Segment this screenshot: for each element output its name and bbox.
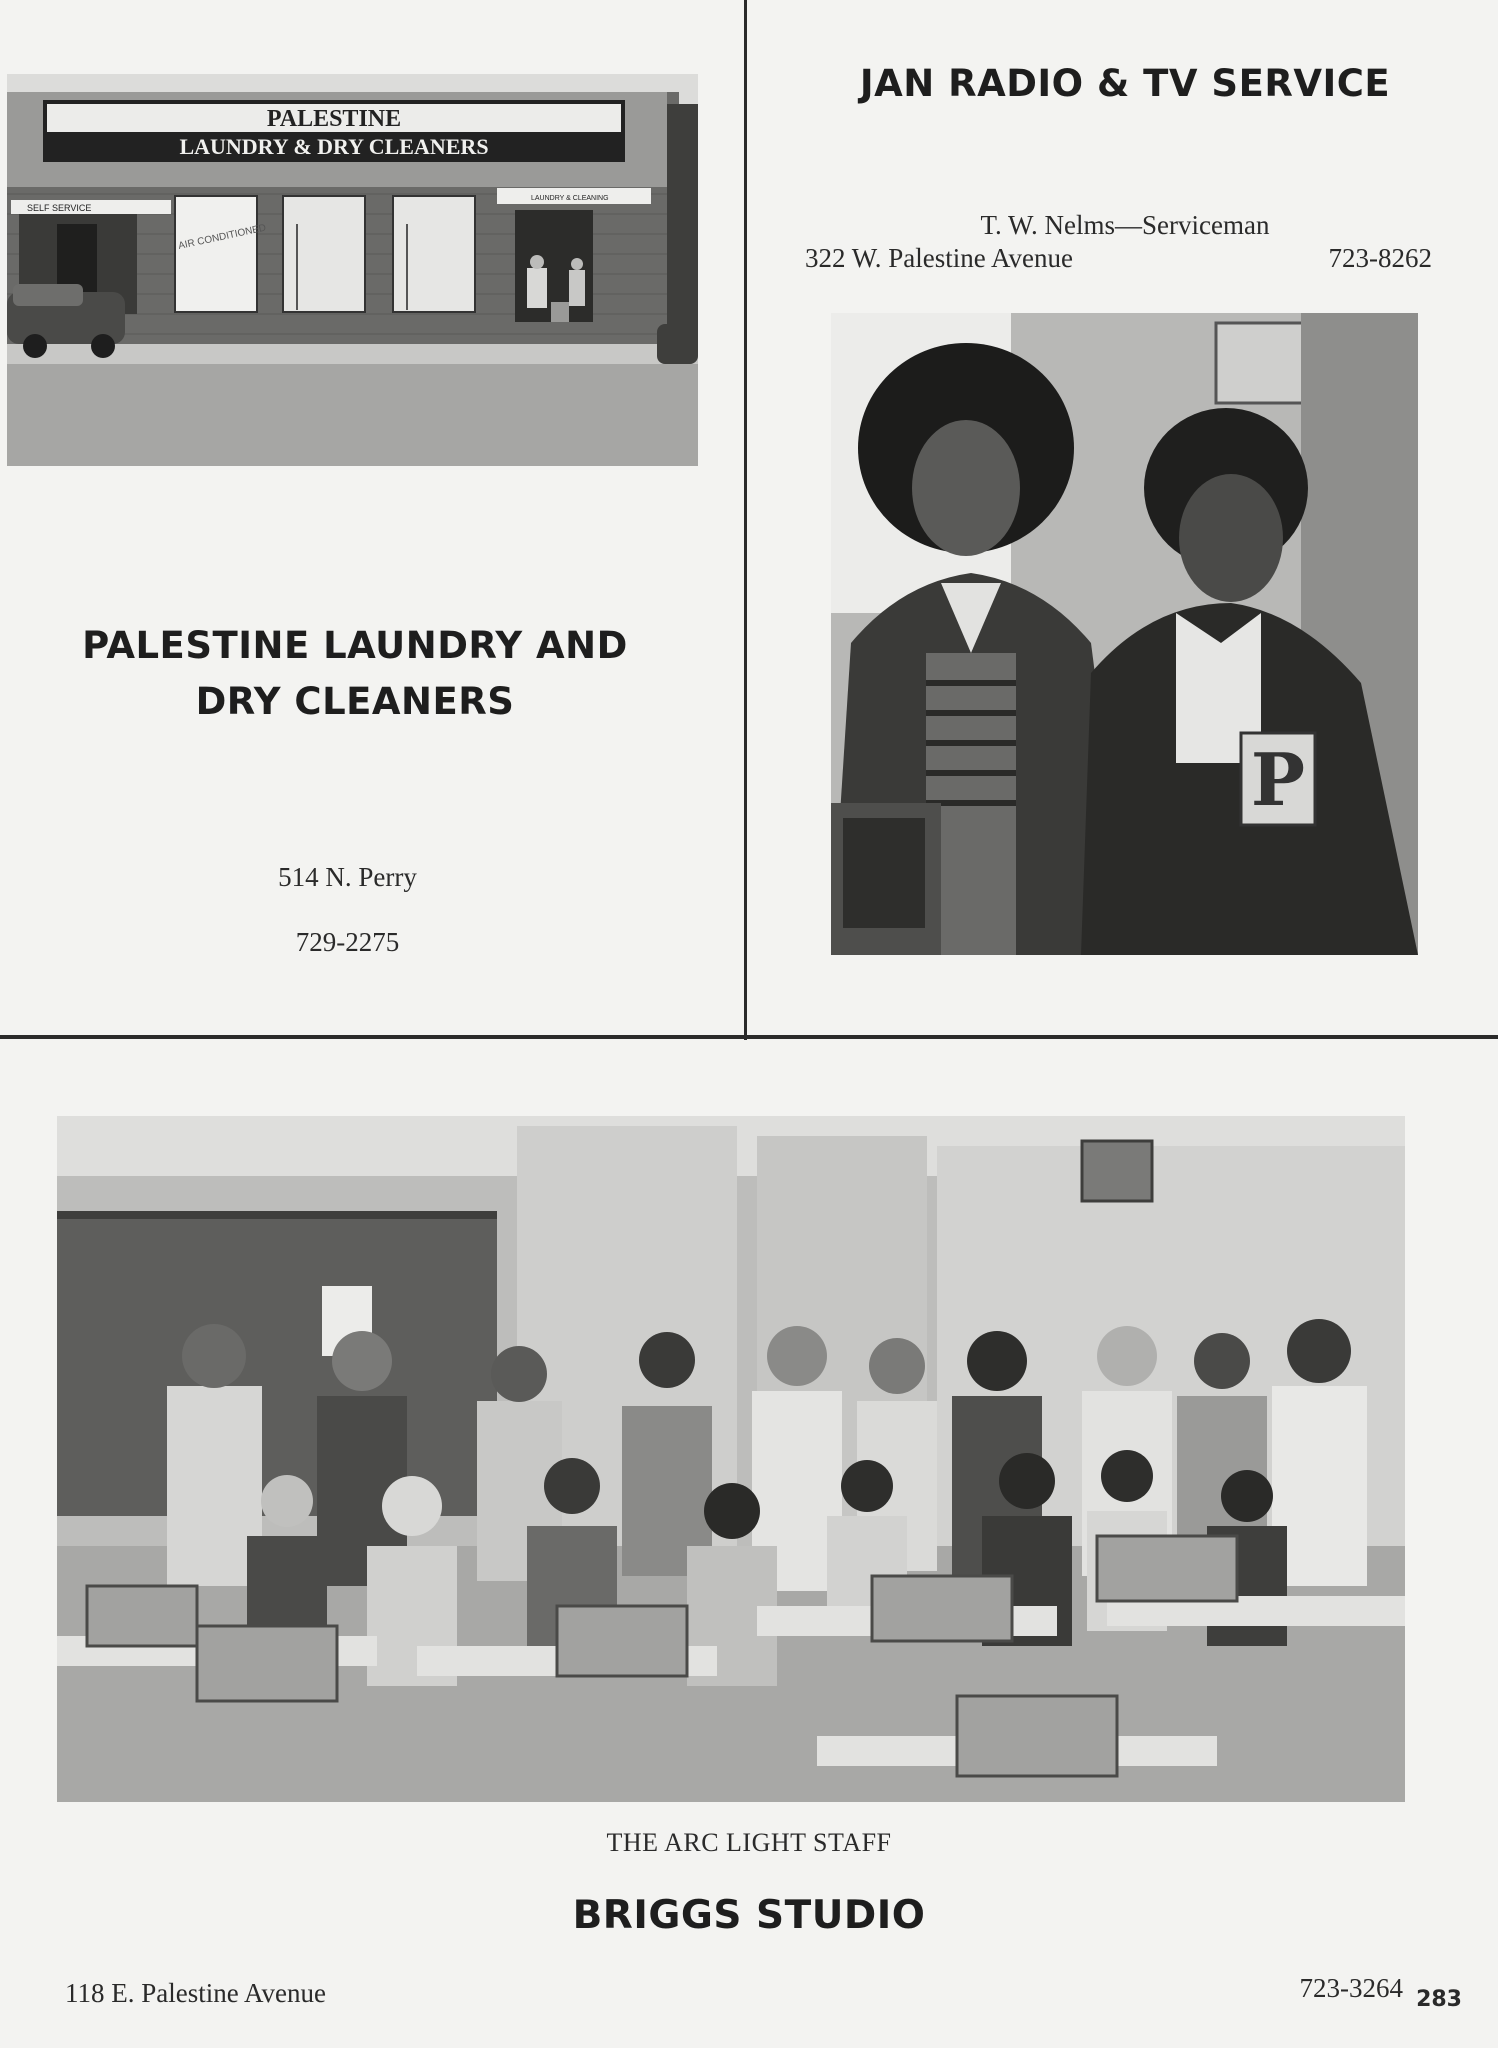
awning-text-left: SELF SERVICE <box>27 203 92 213</box>
awning-text-right: LAUNDRY & CLEANING <box>531 195 609 202</box>
laundry-business-name <box>20 618 690 730</box>
storefront-illustration <box>7 74 698 466</box>
laundry-phone: 729-2275 <box>295 927 400 957</box>
studio-business-name: BRIGGS STUDIO <box>572 1893 926 1938</box>
radio-business-name: JAN RADIO & TV SERVICE <box>859 62 1391 105</box>
studio-phone: 723-3264 <box>1299 1973 1403 2003</box>
sign-text-line2: LAUNDRY & DRY CLEANERS <box>179 134 489 159</box>
staff-photo-caption: THE ARC LIGHT STAFF <box>606 1828 892 1857</box>
students-illustration <box>831 313 1418 955</box>
radio-serviceman: T. W. Nelms—Serviceman <box>980 210 1270 240</box>
classroom-illustration <box>57 1116 1405 1802</box>
two-students-photo <box>831 313 1418 955</box>
vertical-divider <box>744 0 747 1040</box>
arc-light-staff-photo <box>57 1116 1405 1802</box>
page-number: 283 <box>1416 1987 1462 2012</box>
window-text: AIR CONDITIONED <box>177 222 268 252</box>
laundry-storefront-photo <box>7 74 698 466</box>
jacket-letter-text: P <box>1250 737 1306 822</box>
laundry-name-line2: DRY CLEANERS <box>195 680 515 723</box>
sign-text-line1: PALESTINE <box>266 106 402 132</box>
radio-address: 322 W. Palestine Avenue <box>805 243 1073 273</box>
laundry-address: 514 N. Perry <box>278 862 417 892</box>
studio-address: 118 E. Palestine Avenue <box>65 1978 326 2008</box>
laundry-name-line1: PALESTINE LAUNDRY AND <box>82 624 628 667</box>
horizontal-divider <box>0 1035 1498 1039</box>
radio-phone: 723-8262 <box>1328 243 1432 273</box>
